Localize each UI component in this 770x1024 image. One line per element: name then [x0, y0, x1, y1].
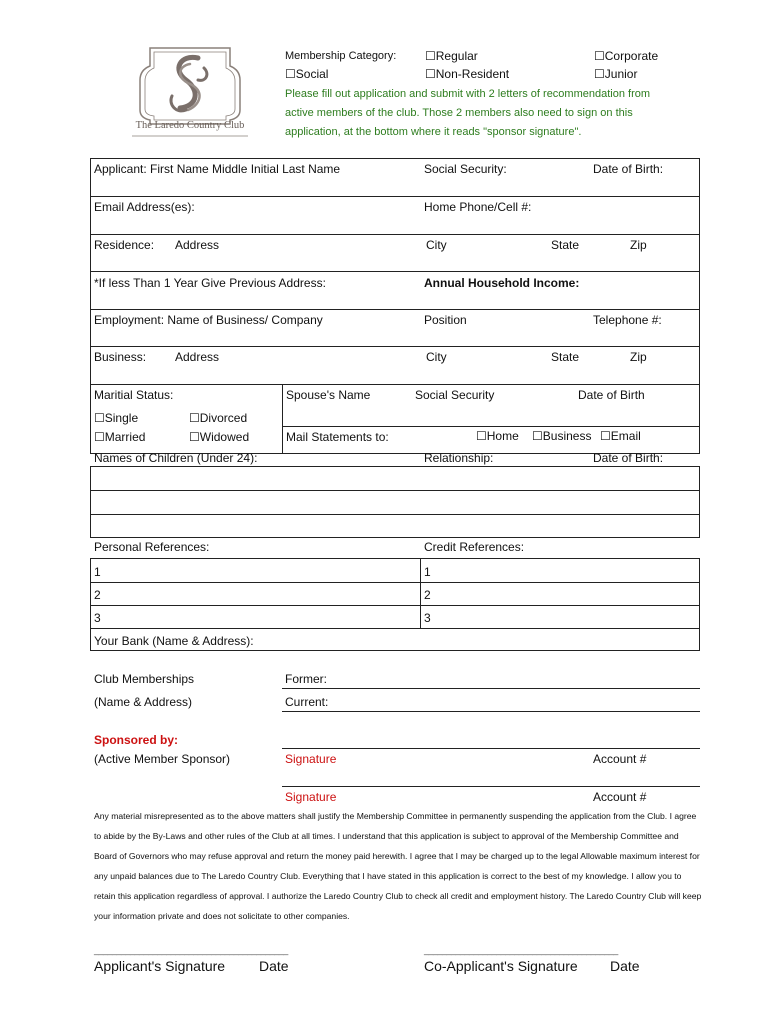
checkbox-icon[interactable]: ☐: [476, 429, 487, 443]
former-line: [282, 688, 700, 689]
credit-reference-2[interactable]: 2: [424, 588, 431, 602]
marital-single[interactable]: ☐Single: [94, 411, 139, 425]
children-row[interactable]: [90, 490, 700, 514]
marital-divider: [282, 384, 283, 454]
category-label: Regular: [435, 49, 478, 63]
row-divider: [90, 384, 700, 385]
applicant-signature-line[interactable]: ___________________________________________: [94, 945, 288, 955]
position-field[interactable]: Position: [424, 313, 467, 327]
membership-category-label: Membership Category:: [285, 50, 397, 62]
sponsor-account-2[interactable]: Account #: [593, 790, 647, 804]
checkbox-icon[interactable]: ☐: [285, 67, 296, 81]
category-regular[interactable]: [425, 49, 478, 63]
row-divider: [90, 605, 700, 606]
annual-income-field[interactable]: Annual Household Income:: [424, 276, 580, 290]
checkbox-icon[interactable]: ☐: [94, 411, 105, 425]
checkbox-icon[interactable]: ☐: [532, 429, 543, 443]
club-memberships-label: Club Memberships: [94, 672, 195, 686]
applicant-date-label: Date: [259, 958, 289, 974]
spouse-name-field[interactable]: Spouse's Name: [286, 388, 371, 402]
current-line: [282, 711, 700, 712]
email-field[interactable]: Email Address(es):: [94, 200, 195, 214]
name-address-label: (Name & Address): [94, 695, 193, 709]
credit-reference-3[interactable]: 3: [424, 611, 431, 625]
row-divider: [90, 234, 700, 235]
sponsor-account-1[interactable]: Account #: [593, 752, 647, 766]
personal-reference-2[interactable]: 2: [94, 588, 101, 602]
personal-references-label: Personal References:: [94, 540, 210, 554]
logo-text: The Laredo Country Club: [135, 120, 245, 131]
credit-references-label: Credit References:: [424, 540, 525, 554]
former-membership-field[interactable]: Former:: [285, 672, 327, 686]
previous-address-field[interactable]: *If less Than 1 Year Give Previous Address:: [94, 276, 326, 290]
references-divider: [420, 558, 421, 628]
category-label: Social: [295, 67, 329, 81]
checkbox-icon[interactable]: ☐: [425, 67, 436, 81]
sponsor-signature-1[interactable]: Signature: [285, 752, 337, 766]
row-divider: [90, 346, 700, 347]
credit-reference-1[interactable]: 1: [424, 565, 431, 579]
row-divider: [90, 582, 700, 583]
checkbox-icon[interactable]: ☐: [594, 49, 605, 63]
business-label: Business:: [94, 350, 147, 364]
residence-state-field[interactable]: State: [551, 238, 580, 252]
mail-statements-label: Mail Statements to:: [286, 430, 389, 444]
marital-married[interactable]: ☐Married: [94, 430, 146, 444]
marital-divorced[interactable]: ☐Divorced: [189, 411, 248, 425]
sponsor-signature-2[interactable]: Signature: [285, 790, 337, 804]
business-city-field[interactable]: City: [426, 350, 447, 364]
checkbox-icon[interactable]: ☐: [425, 49, 436, 63]
residence-address-field[interactable]: Address: [175, 238, 220, 252]
checkbox-icon[interactable]: ☐: [600, 429, 611, 443]
row-divider: [90, 271, 700, 272]
category-label: Junior: [604, 67, 638, 81]
co-applicant-signature-label: Co-Applicant's Signature: [424, 958, 578, 974]
instruction-line: active members of the club. Those 2 members also need to sign on this: [285, 107, 633, 119]
sponsored-by-label: Sponsored by:: [94, 733, 179, 747]
marital-status-label: Maritial Status:: [94, 388, 174, 402]
applicant-signature-label: Applicant's Signature: [94, 958, 226, 974]
mail-email-option[interactable]: ☐Email: [600, 429, 641, 443]
category-junior[interactable]: [594, 67, 637, 81]
row-divider: [90, 309, 700, 310]
active-sponsor-label: (Active Member Sponsor): [94, 752, 231, 766]
row-divider: [90, 196, 700, 197]
instruction-line: application, at the bottom where it reads "sponsor signature".: [285, 126, 582, 138]
spouse-ss-field[interactable]: Social Security: [415, 388, 495, 402]
home-phone-field[interactable]: Home Phone/Cell #:: [424, 200, 532, 214]
residence-zip-field[interactable]: Zip: [630, 238, 647, 252]
category-label: Non-Resident: [435, 67, 510, 81]
residence-label: Residence:: [94, 238, 155, 252]
residence-city-field[interactable]: City: [426, 238, 447, 252]
checkbox-icon[interactable]: ☐: [189, 411, 200, 425]
children-dob-label: Date of Birth:: [593, 451, 664, 465]
children-row[interactable]: [90, 466, 700, 490]
date-of-birth-field[interactable]: Date of Birth:: [593, 162, 664, 176]
relationship-label: Relationship:: [424, 451, 494, 465]
current-membership-field[interactable]: Current:: [285, 695, 329, 709]
category-non-resident[interactable]: [425, 67, 509, 81]
row-divider: [282, 426, 700, 427]
children-label: Names of Children (Under 24):: [94, 451, 258, 465]
applicant-name-field[interactable]: Applicant: First Name Middle Initial Last Name: [94, 162, 341, 176]
sponsor-line: [282, 786, 700, 787]
children-row[interactable]: [90, 514, 700, 538]
checkbox-icon[interactable]: ☐: [94, 430, 105, 444]
row-divider: [90, 628, 700, 629]
sponsor-line: [282, 748, 700, 749]
mail-home-option[interactable]: ☐Home: [476, 429, 519, 443]
business-state-field[interactable]: State: [551, 350, 580, 364]
legal-agreement-text: Any material misrepresented as to the above matters shall justify the Membership Committee in permanently suspending the application from the Club. I agree to abide by the By-Laws and other rules of the Club at all times. I understand that this application is subject to approval of the Membership Committee and Board of Governors who may refuse approval and return the money paid herewith. I agree that I may be charged up to the legal Allowable maximum interest for any unpaid balances due to The Laredo Country Club. Everything that I have stated in this application is correct to the best of my knowledge. I allow you to retain this application regardless of approval. I authorize the Laredo Country Club to check all credit and employment history. The Laredo Country Club will keep your information private and does not solicitate to other companies.: [94, 811, 702, 921]
business-address-field[interactable]: Address: [175, 350, 220, 364]
category-social[interactable]: [285, 67, 328, 81]
checkbox-icon[interactable]: ☐: [594, 67, 605, 81]
category-corporate[interactable]: [594, 49, 658, 63]
employment-field[interactable]: Employment: Name of Business/ Company: [94, 313, 323, 327]
personal-reference-3[interactable]: 3: [94, 611, 101, 625]
telephone-field[interactable]: Telephone #:: [593, 313, 662, 327]
bank-field[interactable]: Your Bank (Name & Address):: [94, 634, 254, 648]
personal-reference-1[interactable]: 1: [94, 565, 101, 579]
business-zip-field[interactable]: Zip: [630, 350, 647, 364]
instruction-line: Please fill out application and submit with 2 letters of recommendation from: [285, 88, 651, 100]
category-label: Corporate: [604, 49, 659, 63]
co-applicant-date-label: Date: [610, 958, 640, 974]
social-security-field[interactable]: Social Security:: [424, 162, 507, 176]
co-applicant-signature-line[interactable]: ___________________________________________: [424, 945, 618, 955]
marital-widowed[interactable]: ☐Widowed: [189, 430, 250, 444]
mail-business-option[interactable]: ☐Business: [532, 429, 592, 443]
spouse-dob-field[interactable]: Date of Birth: [578, 388, 645, 402]
club-logo: [128, 44, 252, 146]
checkbox-icon[interactable]: ☐: [189, 430, 200, 444]
